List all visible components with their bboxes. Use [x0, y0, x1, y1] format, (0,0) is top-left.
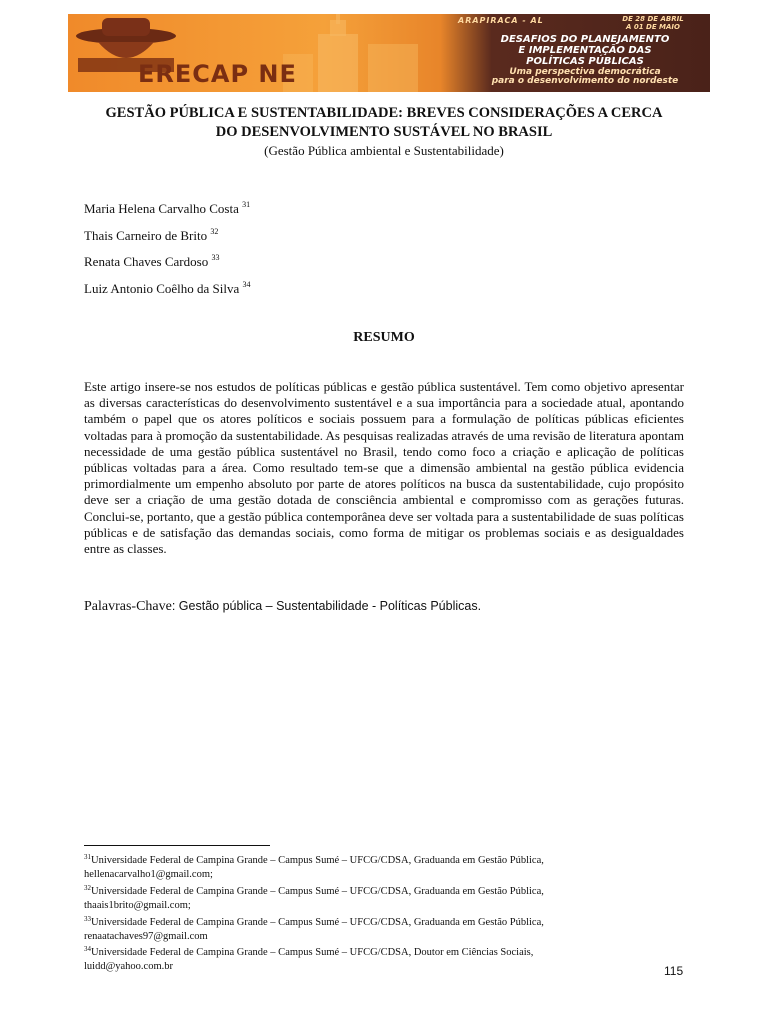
author: [84, 274, 251, 301]
footnote-affiliation: Universidade Federal de Campina Grande – Campus Sumé – UFCG/CDSA, Graduanda em Gestão Pública,: [91, 916, 544, 928]
event-subtitle-line: para o desenvolvimento do nordeste: [491, 76, 679, 86]
footnote-email[interactable]: hellenacarvalho1@gmail.com;: [84, 868, 213, 880]
footnote-marker[interactable]: 34: [242, 279, 251, 289]
paper-title: [70, 104, 698, 142]
event-dates: [598, 15, 708, 31]
erecap-logo: ERECAP NE: [138, 60, 297, 88]
footnote-number: 33: [84, 914, 91, 923]
keywords: [84, 598, 481, 615]
author: [84, 221, 251, 248]
footnote-marker[interactable]: 31: [242, 200, 251, 209]
event-title-line: E IMPLEMENTAÇÃO DAS: [518, 45, 652, 56]
keywords-label: Palavras-Chave: [84, 599, 172, 614]
abstract-text: Este artigo insere-se nos estudos de políticas públicas e gestão pública sustentável. Tem como objetivo apresentar as diversas características do desenvolvimento sustentável e a sua importância para a sociedade atual, apontando também o papel que os atores políticos e sociais possuem para a formulação de políticas públicas eficientes voltadas para à promoção da sustentabilidade. As pesquisas realizadas através de uma revisão de literatura apontam necessidade de uma gestão pública sustentável no Brasil, tendo como foco a criação e aplicação de políticas públicas voltadas para a área. Como resultado tem-se que a dimensão ambiental na gestão pública evidencia primordialmente um empenho absoluto por parte de atores políticos na busca da sustentabilidade, cujo propósito deve ser a criação de uma gestão dotada de consciência ambiental e compromisso com as gerações futuras. Conclui-se, portanto, que a gestão pública contemporânea deve ser voltada para a sustentabilidade de suas políticas públicas e de satisfação das demandas sociais, como forma de mitigar os problemas sociais e as desigualdades entre as classes.: [84, 379, 684, 557]
footnote-marker[interactable]: 32: [210, 226, 219, 236]
author-list: [84, 194, 251, 300]
event-title-line: POLÍTICAS PÚBLICAS: [526, 56, 644, 67]
event-city: ARAPIRACA - AL: [458, 16, 544, 25]
abstract-heading: RESUMO: [353, 330, 415, 345]
author-name: Luiz Antonio Coêlho da Silva: [84, 280, 240, 296]
footnote: [84, 882, 684, 913]
footnote-number: 34: [84, 945, 91, 954]
footnote: [84, 851, 684, 882]
paper-subtitle: (Gestão Pública ambiental e Sustentabilidade): [264, 143, 504, 158]
footnote: [84, 943, 684, 974]
event-subtitle-line: Uma perspectiva democrática: [509, 67, 661, 77]
author-name: Renata Chaves Cardoso: [84, 254, 209, 269]
event-title: [470, 34, 700, 67]
footnote-email[interactable]: thaais1brito@gmail.com;: [84, 899, 191, 911]
event-title-line: DESAFIOS DO PLANEJAMENTO: [500, 34, 670, 45]
footnote-email[interactable]: luidd@yahoo.com.br: [84, 961, 173, 973]
author-name: Maria Helena Carvalho Costa: [84, 201, 239, 216]
keywords-list: : Gestão pública – Sustentabilidade - Políticas Públicas.: [171, 599, 482, 613]
footnote-divider: [84, 845, 270, 846]
event-subtitle: [470, 68, 700, 86]
footnote-affiliation: Universidade Federal de Campina Grande – Campus Sumé – UFCG/CDSA, Doutor em Ciências Sociais,: [91, 947, 534, 959]
author-name: Thais Carneiro de Brito: [84, 227, 208, 243]
footnote-affiliation: Universidade Federal de Campina Grande – Campus Sumé – UFCG/CDSA, Graduanda em Gestão Pública,: [91, 885, 544, 897]
page-number: 115: [664, 964, 684, 978]
paper-title-line: GESTÃO PÚBLICA E SUSTENTABILIDADE: BREVES CONSIDERAÇÕES A CERCA: [105, 105, 663, 121]
banner-event-info: [448, 14, 710, 92]
footnote-number: 32: [84, 883, 91, 892]
footnote-email[interactable]: renaatachaves97@gmail.com: [84, 930, 208, 942]
footnote: [84, 913, 684, 944]
paper-title-line: DO DESENVOLVIMENTO SUSTÁVEL NO BRASIL: [215, 124, 553, 140]
footnote-number: 31: [84, 853, 91, 861]
footnote-affiliation: Universidade Federal de Campina Grande – Campus Sumé – UFCG/CDSA, Graduanda em Gestão Pública,: [91, 855, 544, 866]
conference-banner: [68, 14, 710, 92]
author: [84, 194, 251, 221]
footnotes: [84, 851, 684, 974]
event-date-end: A 01 DE MAIO: [625, 23, 680, 31]
event-date-start: DE 28 DE ABRIL: [622, 15, 684, 23]
author: [84, 247, 251, 274]
footnote-marker[interactable]: 33: [211, 253, 220, 262]
